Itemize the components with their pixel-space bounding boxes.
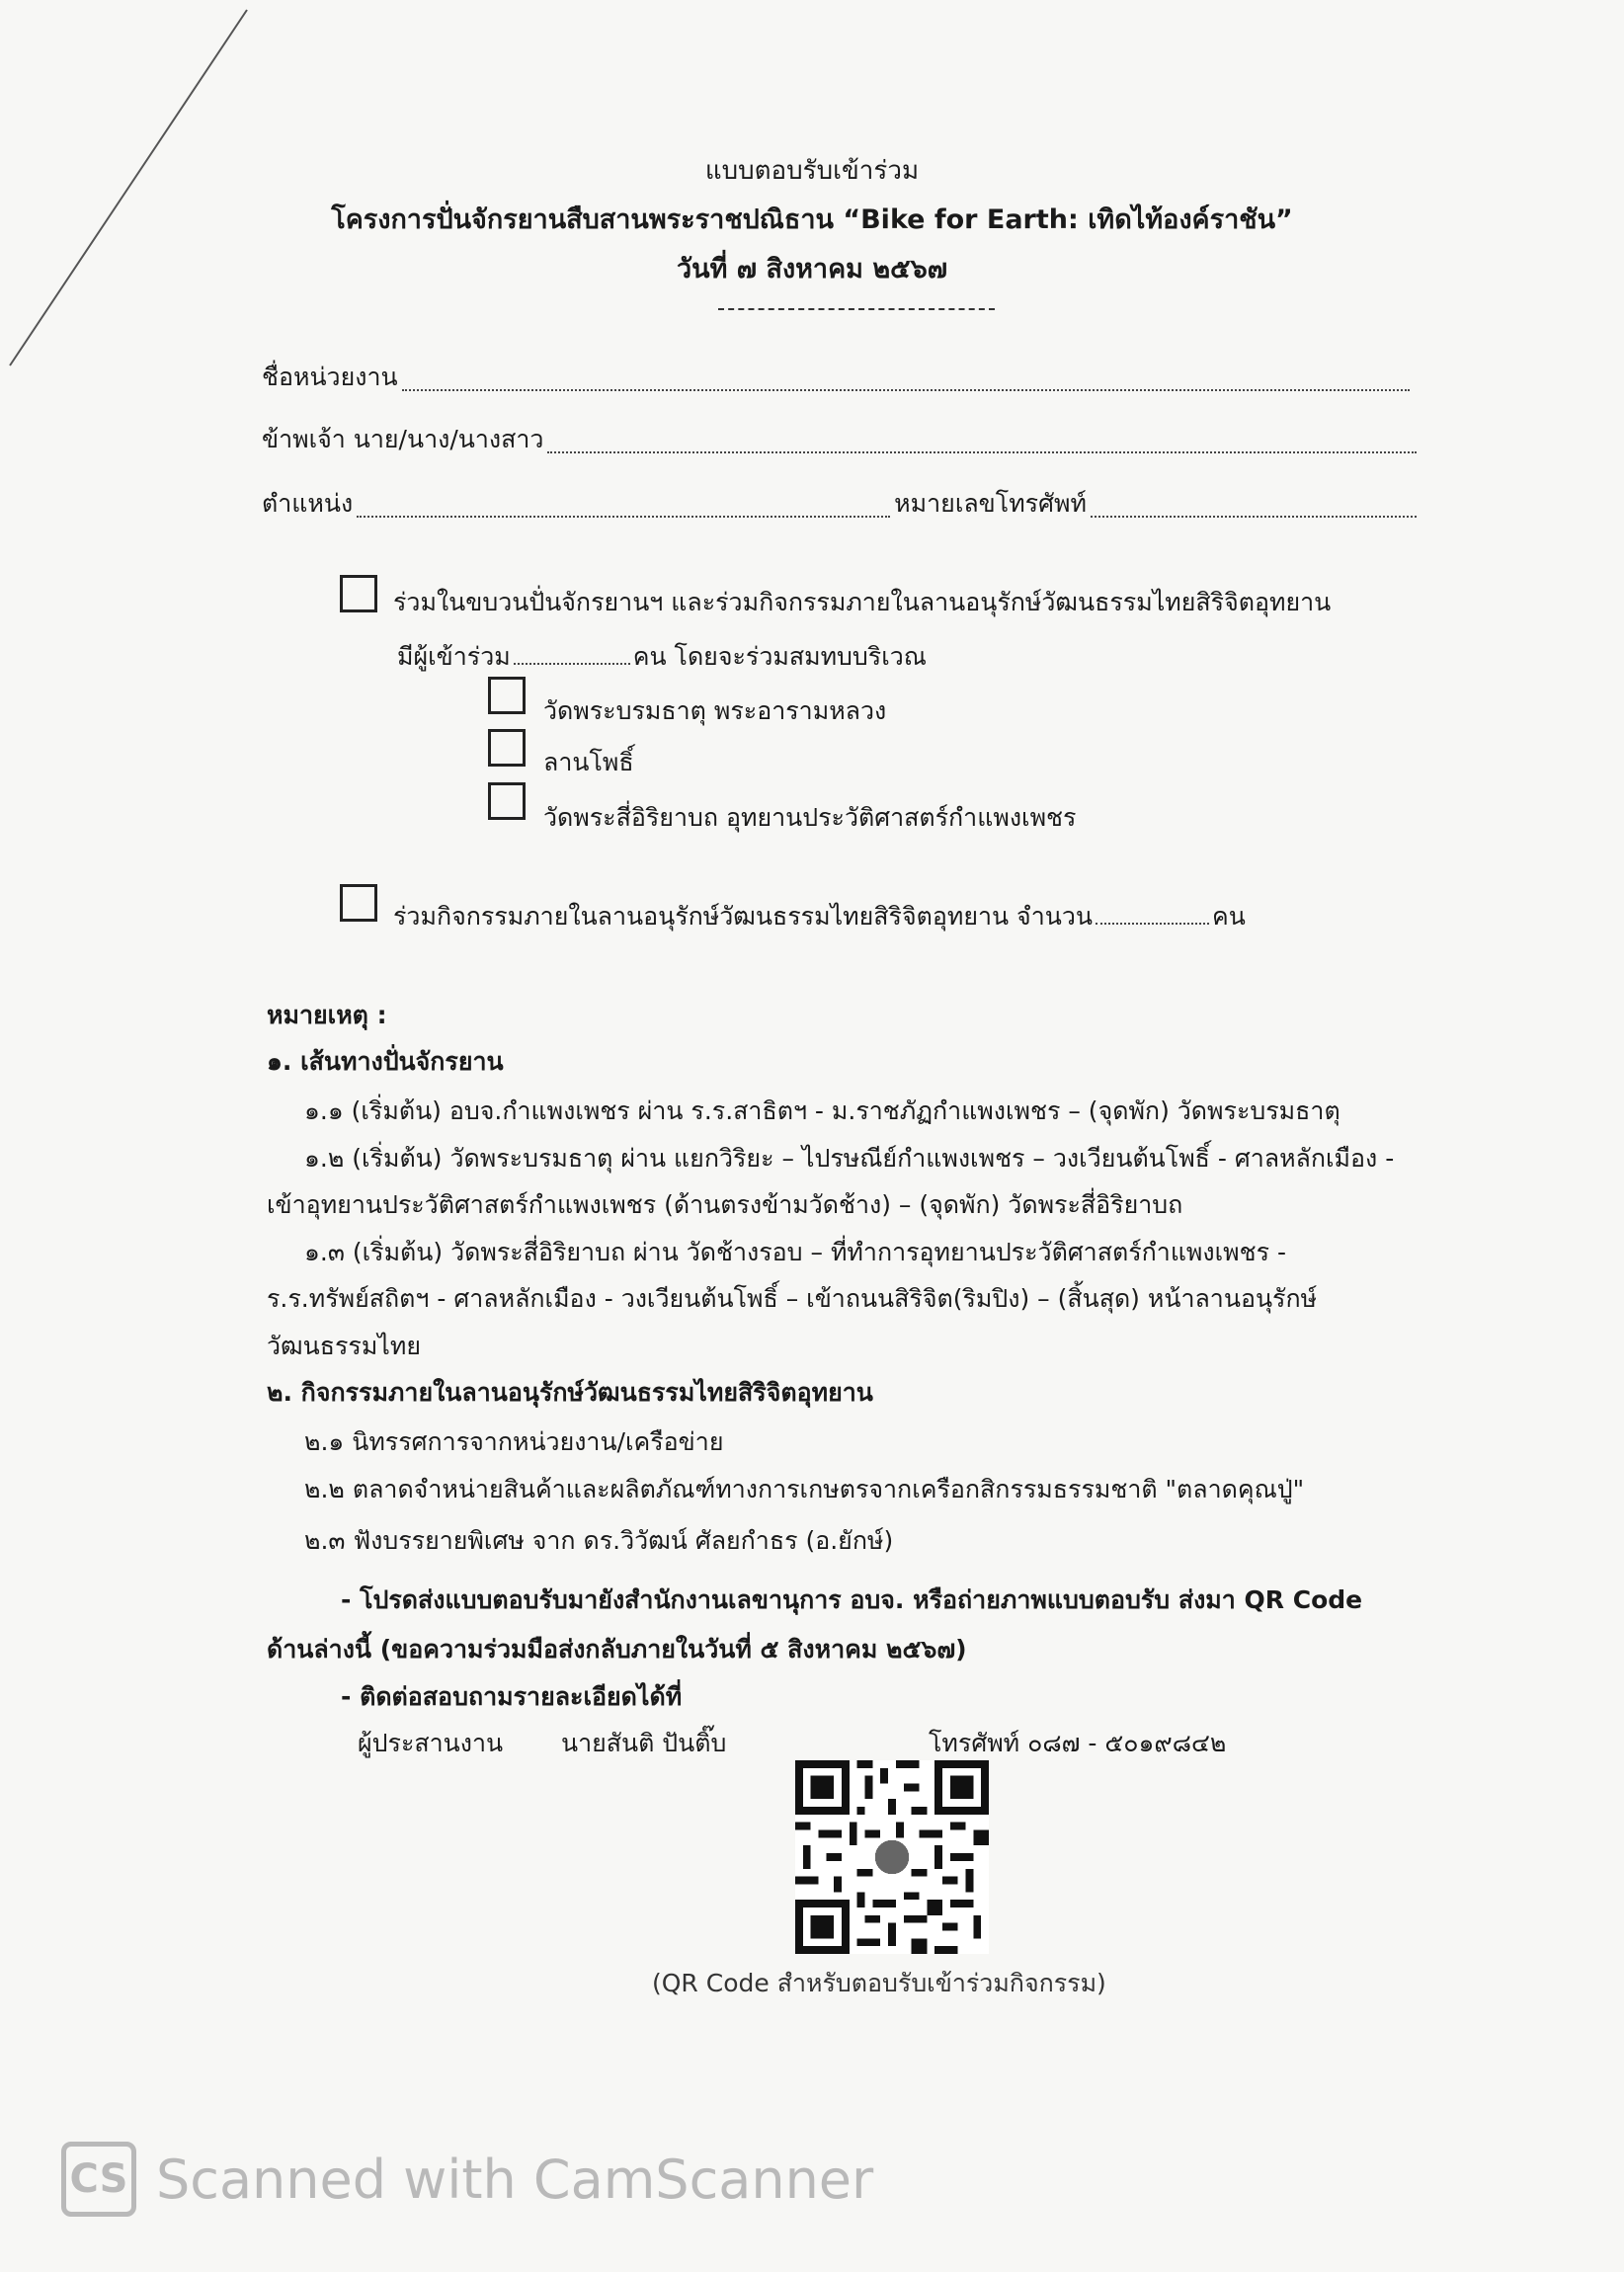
option2-checkbox[interactable] [340,884,377,922]
option2-suffix: คน [1211,902,1246,931]
project-name: โครงการปั่นจักรยานสืบสานพระราชปณิธาน “Bike for Earth: เทิดไท้องค์ราชัน” [331,204,1293,235]
location1-label: วัดพระบรมธาตุ พระอารามหลวง [543,696,887,725]
coordinator-phone: โทรศัพท์ ๐๘๗ - ๕๐๑๙๘๔๒ [929,1729,1227,1757]
option2-count-input[interactable] [1096,922,1209,925]
route-1-1: ๑.๑ (เริ่มต้น) อบจ.กำแพงเพชร ผ่าน ร.ร.สาธิตฯ - ม.ราชภัฏกำแพงเพชร – (จุดพัก) วัดพระบรมธาตุ [304,1096,1340,1125]
location2-checkbox[interactable] [488,729,526,767]
participants-prefix: มีผู้เข้าร่วม [397,642,511,671]
name-field-row [262,420,1421,459]
location1-checkbox[interactable] [488,677,526,714]
org-field-row [262,358,1414,397]
org-input-line[interactable] [402,388,1410,391]
qr-code[interactable] [795,1760,989,1954]
camscanner-logo-icon: CS [61,2142,136,2217]
option2-row [393,897,1246,936]
activity-2-1: ๒.๑ นิทรรศการจากหน่วยงาน/เครือข่าย [304,1427,724,1456]
route-1-3-line3: วัฒนธรรมไทย [267,1332,422,1360]
coordinator-label: ผู้ประสานงาน [358,1729,504,1757]
name-label: ข้าพเจ้า นาย/นาง/นางสาว [262,425,544,453]
location3-checkbox[interactable] [488,782,526,820]
activity-2-3: ๒.๓ ฟังบรรยายพิเศษ จาก ดร.วิวัฒน์ ศัลยกำธร (อ.ยักษ์) [304,1526,894,1555]
route-section-title: ๑. เส้นทางปั่นจักรยาน [267,1047,504,1076]
org-label: ชื่อหน่วยงาน [262,363,398,391]
route-1-3-line1: ๑.๓ (เริ่มต้น) วัดพระสี่อิริยาบถ ผ่าน วัดช้างรอบ – ที่ทำการอุทยานประวัติศาสตร์กำแพงเพชร - [304,1238,1287,1266]
activity-2-2: ๒.๒ ตลาดจำหน่ายสินค้าและผลิตภัณฑ์ทางการเกษตรจากเครือกสิกรรมธรรมชาติ "ตลาดคุณปู่" [304,1475,1305,1503]
route-1-2-line2: เข้าอุทยานประวัติศาสตร์กำแพงเพชร (ด้านตรงข้ามวัดช้าง) – (จุดพัก) วัดพระสี่อิริยาบถ [267,1190,1183,1219]
name-input-line[interactable] [547,450,1417,453]
participants-row [397,637,927,677]
notes-heading: หมายเหตุ : [267,1001,387,1029]
route-1-3-line2: ร.ร.ทรัพย์สถิตฯ - ศาลหลักเมือง - วงเวียนต้นโพธิ์ – เข้าถนนสิริจิต(ริมปิง) – (สิ้นสุด) หน้าลานอนุรักษ์ [267,1284,1318,1313]
phone-input-line[interactable] [1091,515,1417,518]
form-title: แบบตอบรับเข้าร่วม [704,156,920,186]
title-divider [718,308,995,310]
camscanner-watermark [61,2142,873,2217]
participants-count-input[interactable] [514,662,630,665]
participants-suffix: คน โดยจะร่วมสมทบบริเวณ [632,642,928,671]
send-instruction-line1: - โปรดส่งแบบตอบรับมายังสำนักงานเลขานุการ อบจ. หรือถ่ายภาพแบบตอบรับ ส่งมา QR Code [341,1585,1363,1614]
option1-checkbox[interactable] [340,575,377,612]
coordinator-name: นายสันติ ปันติ๊บ [561,1729,727,1757]
route-1-2-line1: ๑.๒ (เริ่มต้น) วัดพระบรมธาตุ ผ่าน แยกวิริยะ – ไปรษณีย์กำแพงเพชร – วงเวียนต้นโพธิ์ - ศาลหลักเมือง - [304,1144,1395,1173]
option1-label: ร่วมในขบวนปั่นจักรยานฯ และร่วมกิจกรรมภายในลานอนุรักษ์วัฒนธรรมไทยสิริจิตอุทยาน [393,588,1332,616]
position-label: ตำแหน่ง [262,489,354,518]
location2-label: ลานโพธิ์ [543,748,634,776]
contact-heading: - ติดต่อสอบถามรายละเอียดได้ที่ [341,1682,683,1711]
position-input-line[interactable] [357,515,890,518]
location3-label: วัดพระสี่อิริยาบถ อุทยานประวัติศาสตร์กำแพงเพชร [543,803,1077,832]
qr-caption: (QR Code สำหรับตอบรับเข้าร่วมกิจกรรม) [652,1969,1106,1997]
phone-label: หมายเลขโทรศัพท์ [894,489,1087,518]
send-instruction-line2: ด้านล่างนี้ (ขอความร่วมมือส่งกลับภายในวันที่ ๕ สิงหาคม ๒๕๖๗) [267,1635,967,1663]
position-field-row [262,484,1421,524]
watermark-text: Scanned with CamScanner [156,2148,874,2211]
option2-label: ร่วมกิจกรรมภายในลานอนุรักษ์วัฒนธรรมไทยสิริจิตอุทยาน จำนวน [393,902,1093,931]
activity-section-title: ๒. กิจกรรมภายในลานอนุรักษ์วัฒนธรรมไทยสิริจิตอุทยาน [267,1378,873,1407]
event-date: วันที่ ๗ สิงหาคม ๒๕๖๗ [676,254,948,284]
